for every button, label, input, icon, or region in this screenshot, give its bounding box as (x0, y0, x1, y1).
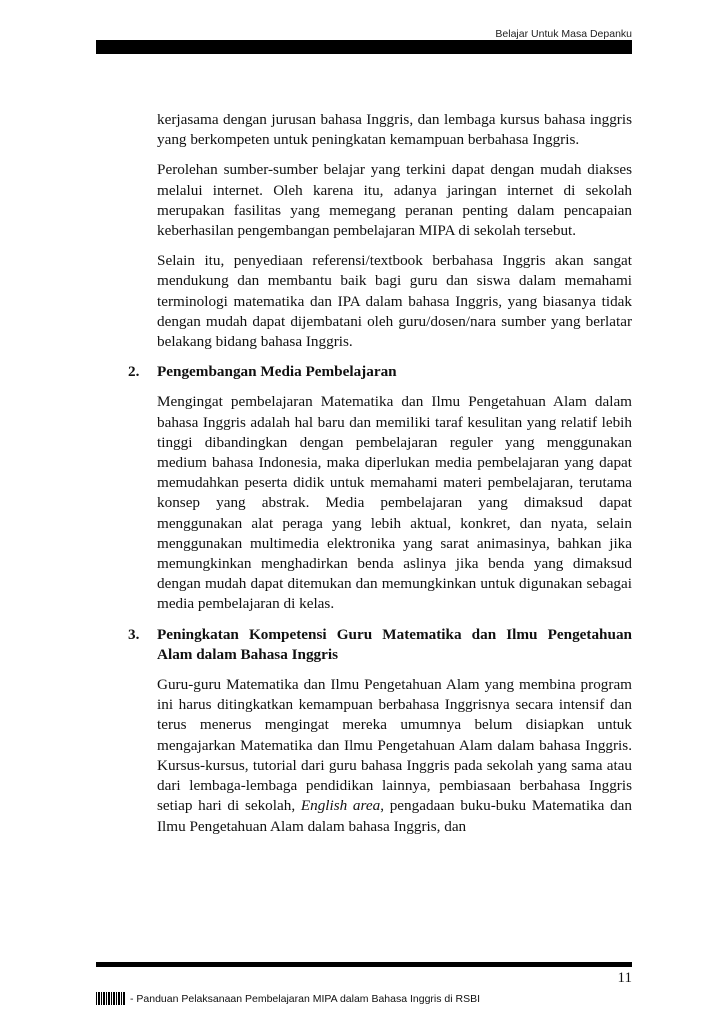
footer-text: - Panduan Pelaksanaan Pembelajaran MIPA dalam Bahasa Inggris di RSBI (130, 993, 481, 1005)
paragraph-1: kerjasama dengan jurusan bahasa Inggris, dan lembaga kursus bahasa inggris yang berkompeten untuk peningkatan kemampuan berbahasa Inggris. (157, 111, 632, 149)
barcode-icon (96, 992, 126, 1005)
page-number: 11 (617, 970, 632, 986)
section-3-text-italic: English area (300, 797, 381, 815)
body-content (128, 110, 632, 847)
footer-bar (96, 962, 632, 967)
section-3-heading (128, 625, 632, 665)
section-2-paragraph: Mengingat pembelajaran Matematika dan Ilmu Pengetahuan Alam dalam bahasa Inggris adalah hal baru dan memiliki taraf kesulitan yang relatif lebih tinggi dibandingkan dengan pembelajaran reguler yang menggunakan medium bahasa Indonesia, maka diperlukan media pembelajaran yang dapat memudahkan peserta didik untuk memahami materi pembelajaran, terutama konsep yang abstrak. Media pembelajaran yang dimaksud dapat menggunakan alat peraga yang lebih aktual, konkret, dan nyata, selain menggunakan multimedia elektronika yang sarat animasinya, bahkan jika memungkinkan menghadirkan benda aslinya jika benda yang dimaksud dengan mudah dapat ditemukan dan memungkinkan untuk digunakan sebagai media pembelajaran di kelas. (157, 393, 632, 613)
header-title: Belajar Untuk Masa Depanku (495, 28, 632, 40)
section-2-title: Pengembangan Media Pembelajaran (157, 363, 397, 381)
section-3-paragraph (157, 675, 632, 837)
section-3-text-before: Guru-guru Matematika dan Ilmu Pengetahuan Alam yang membina program ini harus ditingkatkan kemampuan berbahasa Inggrisnya secara intensif dan terus menerus mengingat mereka umumnya belum disiapkan untuk mengajarkan Matematika dan Ilmu Pengetahuan Alam dalam bahasa Inggris. Kursus-kursus, tutorial dari guru bahasa Inggris pada sekolah yang sama atau dari lembaga-lembaga pendidikan lainnya, pembiasaan berbahasa Inggris setiap hari di sekolah, (157, 676, 632, 815)
paragraph-3: Selain itu, penyediaan referensi/textbook berbahasa Inggris akan sangat mendukung dan membantu baik bagi guru dan siswa dalam memahami terminologi matematika dan IPA dalam bahasa Inggris, yang biasanya tidak dengan mudah dapat dijembatani oleh guru/dosen/nara sumber yang berlatar belakang bidang bahasa Inggris. (157, 252, 632, 351)
section-3-number: 3. (128, 625, 140, 643)
paragraph-2: Perolehan sumber-sumber belajar yang terkini dapat dengan mudah diakses melalui internet. Oleh karena itu, adanya jaringan internet di sekolah merupakan fasilitas yang memegang peranan penting dalam pencapaian keberhasilan pengembangan pembelajaran MIPA di sekolah tersebut. (157, 161, 632, 240)
header-bar (96, 40, 632, 54)
section-2-heading (128, 362, 632, 382)
section-2-number: 2. (128, 363, 140, 381)
section-3-title: Peningkatan Kompetensi Guru Matematika dan Ilmu Pengetahuan Alam dalam Bahasa Inggris (157, 625, 632, 663)
section-3-text-after: , pengadaan buku-buku Matematika dan Ilmu Pengetahuan Alam dalam bahasa Inggris, dan (157, 797, 633, 835)
